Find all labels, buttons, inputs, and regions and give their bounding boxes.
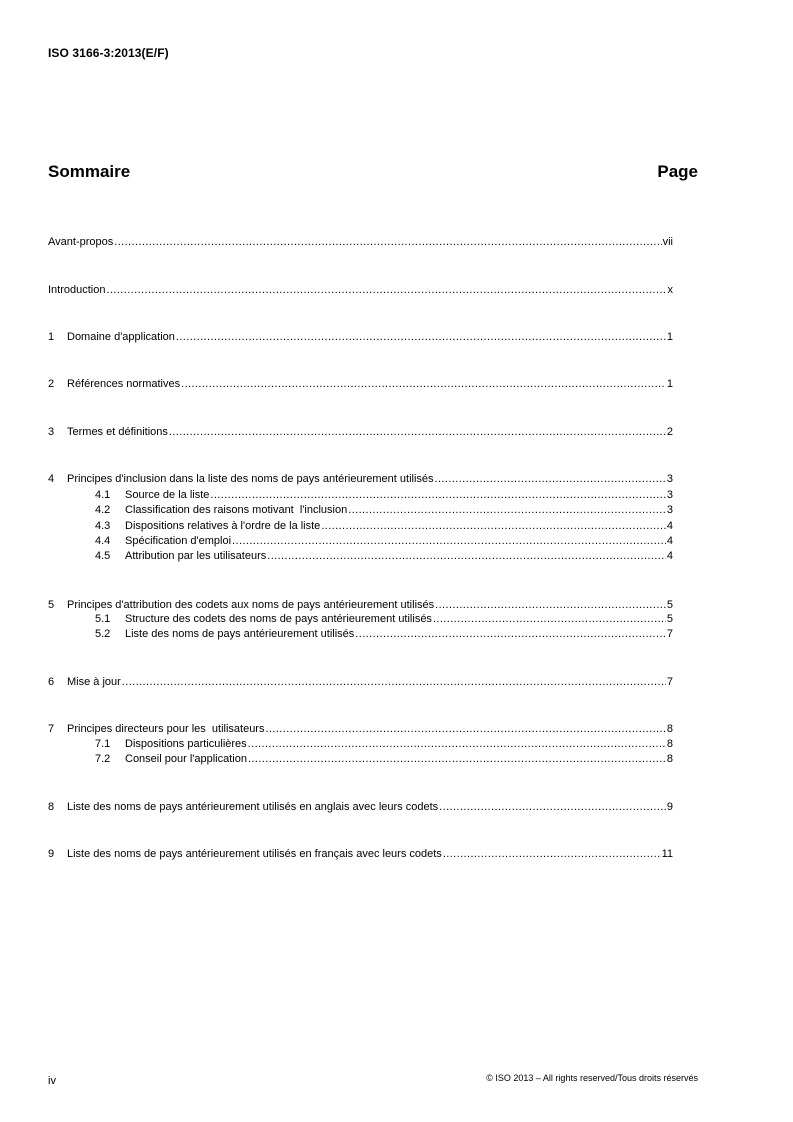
toc-entry-number: 7.1 [95, 738, 111, 750]
toc-entry-section-4-2[interactable] [95, 503, 673, 517]
toc-entry-label: Termes et définitions [67, 426, 168, 438]
toc-entry-page: 4 [666, 520, 673, 532]
toc-entry-number: 8 [48, 801, 55, 813]
toc-entry-number: 7 [48, 723, 55, 735]
toc-entry-section-4-3[interactable] [95, 519, 673, 533]
toc-entry-label: Liste des noms de pays antérieurement utilisés en anglais avec leurs codets [67, 801, 439, 813]
toc-entry-label: Spécification d'emploi [125, 535, 232, 547]
toc-entry-label: Principes directeurs pour les utilisateurs [67, 723, 265, 735]
toc-entry-label: Domaine d'application [67, 331, 175, 343]
toc-entry-section-4-5[interactable] [95, 549, 673, 563]
toc-entry-number: 4.4 [95, 535, 111, 547]
toc-entry-number: 6 [48, 676, 55, 688]
toc-page-column-label: Page [657, 162, 698, 181]
toc-entry-label: Attribution par les utilisateurs [125, 550, 267, 562]
toc-title: Sommaire [48, 162, 131, 181]
toc-entry-number: 2 [48, 378, 55, 390]
toc-entry-page: 7 [666, 628, 673, 640]
toc-entry-section-5-1[interactable] [95, 612, 673, 626]
toc-entry-page: 11 [661, 848, 673, 860]
toc-entry-label: Liste des noms de pays antérieurement utilisés en français avec leurs codets [67, 848, 442, 860]
toc-entry-label: Source de la liste [125, 489, 210, 501]
toc-entry-number: 5 [48, 599, 55, 611]
toc-entry-page: 1 [666, 331, 673, 343]
toc-entry-label: Avant-propos [48, 236, 114, 248]
toc-entry-section-8[interactable] [48, 800, 673, 814]
toc-entry-page: x [667, 284, 673, 296]
toc-entry-page: 8 [666, 738, 673, 750]
toc-entry-section-5[interactable] [48, 598, 673, 612]
toc-entry-number: 3 [48, 426, 55, 438]
toc-entry-page: 3 [666, 489, 673, 501]
toc-entry-page: 4 [666, 550, 673, 562]
toc-entry-number: 4.5 [95, 550, 111, 562]
footer-copyright: © ISO 2013 – All rights reserved/Tous droits réservés [486, 1073, 698, 1083]
toc-entry-label: Classification des raisons motivant l'inclusion [125, 504, 348, 516]
toc-entry-page: 8 [666, 753, 673, 765]
toc-entry-label: Conseil pour l'application [125, 753, 247, 765]
document-header-code: ISO 3166-3:2013(E/F) [48, 46, 169, 60]
toc-entry-label: Principes d'attribution des codets aux noms de pays antérieurement utilisés [67, 599, 435, 611]
footer-page-number: iv [48, 1075, 56, 1087]
toc-entry-label: Structure des codets des noms de pays antérieurement utilisés [125, 613, 432, 625]
toc-entry-page: vii [662, 236, 673, 248]
toc-entry-number: 4 [48, 473, 55, 485]
toc-entry-section-4-4[interactable] [95, 534, 673, 548]
toc-entry-section-7-2[interactable] [95, 752, 673, 766]
toc-entry-page: 3 [666, 473, 673, 485]
toc-entry-label: Dispositions relatives à l'ordre de la liste [125, 520, 321, 532]
toc-entry-label: Références normatives [67, 378, 181, 390]
toc-entry-page: 3 [666, 504, 673, 516]
toc-entry-introduction[interactable] [48, 283, 673, 297]
toc-entry-number: 5.1 [95, 613, 111, 625]
toc-entry-number: 9 [48, 848, 55, 860]
toc-entry-page: 7 [666, 676, 673, 688]
toc-entry-section-2[interactable] [48, 377, 673, 391]
toc-entry-section-5-2[interactable] [95, 627, 673, 641]
toc-entry-section-1[interactable] [48, 330, 673, 344]
toc-entry-number: 5.2 [95, 628, 111, 640]
toc-entry-page: 4 [666, 535, 673, 547]
toc-entry-number: 7.2 [95, 753, 111, 765]
toc-entry-page: 5 [666, 613, 673, 625]
toc-entry-section-6[interactable] [48, 675, 673, 689]
toc-entry-label: Liste des noms de pays antérieurement utilisés [125, 628, 355, 640]
toc-entry-avant-propos[interactable] [48, 235, 673, 249]
toc-entry-number: 4.1 [95, 489, 111, 501]
toc-entry-page: 1 [666, 378, 673, 390]
toc-entry-label: Mise à jour [67, 676, 121, 688]
toc-entry-section-4-1[interactable] [95, 488, 673, 502]
toc-entry-section-3[interactable] [48, 425, 673, 439]
toc-entry-section-7[interactable] [48, 722, 673, 736]
toc-entry-section-7-1[interactable] [95, 737, 673, 751]
toc-entry-page: 8 [666, 723, 673, 735]
toc-entry-number: 4.3 [95, 520, 111, 532]
toc-entry-label: Introduction [48, 284, 106, 296]
toc-entry-number: 4.2 [95, 504, 111, 516]
toc-entry-section-9[interactable] [48, 847, 673, 861]
toc-entry-section-4[interactable] [48, 472, 673, 486]
toc-entry-page: 9 [666, 801, 673, 813]
toc-entry-page: 5 [666, 599, 673, 611]
toc-entry-page: 2 [666, 426, 673, 438]
toc-entry-number: 1 [48, 331, 55, 343]
toc-entry-label: Dispositions particulières [125, 738, 247, 750]
toc-entry-label: Principes d'inclusion dans la liste des noms de pays antérieurement utilisés [67, 473, 434, 485]
